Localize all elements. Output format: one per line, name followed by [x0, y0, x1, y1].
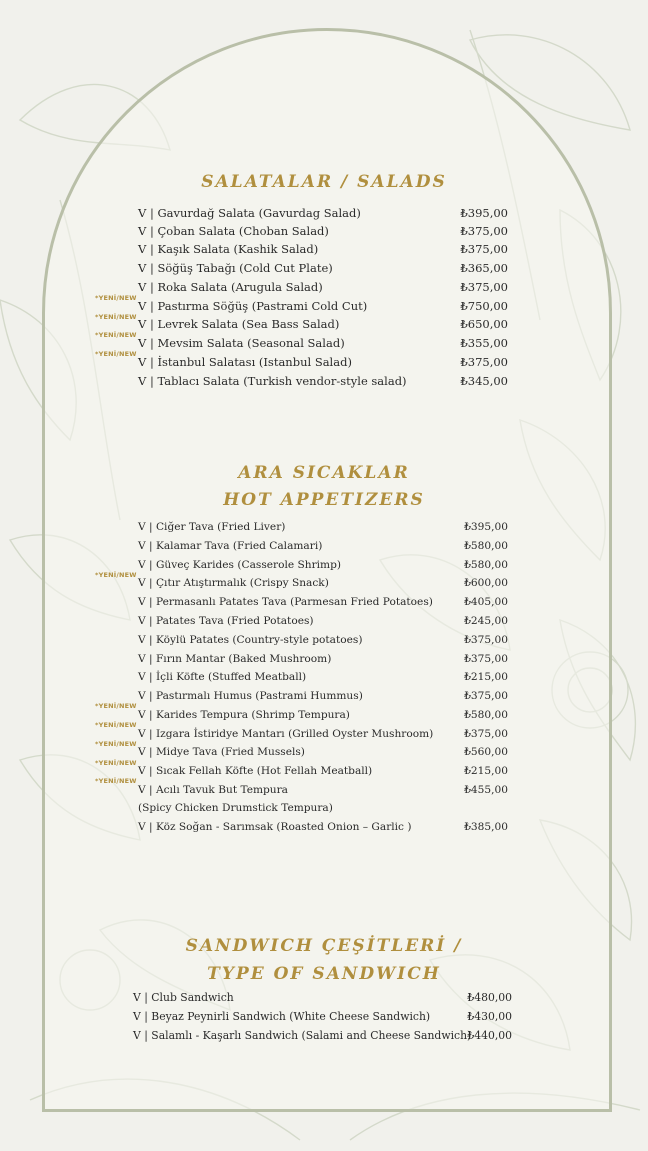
- menu-item: V | Pastırma Söğüş (Pastrami Cold Cut) ₺750,00: [138, 299, 508, 313]
- new-badge: *YENİ/NEW: [95, 759, 137, 767]
- menu-item: V | Club Sandwich ₺480,00: [133, 991, 512, 1004]
- salads-heading: SALATALAR / SALADS: [201, 172, 447, 192]
- menu-item: V | Karides Tempura (Shrimp Tempura) ₺580,00: [138, 709, 508, 721]
- new-badge: *YENİ/NEW: [95, 721, 137, 729]
- new-badge: *YENİ/NEW: [95, 571, 137, 579]
- menu-item: V | Acılı Tavuk But Tempura ₺455,00: [138, 784, 508, 796]
- new-badge: *YENİ/NEW: [95, 702, 137, 710]
- menu-item: V | Köylü Patates (Country-style potatoes) ₺375,00: [138, 634, 508, 646]
- menu-item: V | Patates Tava (Fried Potatoes) ₺245,00: [138, 615, 508, 627]
- menu-item: V | Ciğer Tava (Fried Liver) ₺395,00: [138, 521, 508, 533]
- menu-item: V | Tablacı Salata (Turkish vendor-style salad) ₺345,00: [138, 374, 508, 388]
- menu-item: V | Sıcak Fellah Köfte (Hot Fellah Meatball) ₺215,00: [138, 765, 508, 777]
- new-badge: *YENİ/NEW: [95, 350, 137, 358]
- new-badge: *YENİ/NEW: [95, 313, 137, 321]
- menu-item: V | Gavurdağ Salata (Gavurdag Salad) ₺395,00: [138, 206, 508, 220]
- menu-item: V | Izgara İstiridye Mantarı (Grilled Oyster Mushroom) ₺375,00: [138, 728, 508, 740]
- menu-item: V | Çoban Salata (Choban Salad) ₺375,00: [138, 224, 508, 238]
- menu-item: V | Mevsim Salata (Seasonal Salad) ₺355,00: [138, 336, 508, 350]
- menu-item: V | Salamlı - Kaşarlı Sandwich (Salami and Cheese Sandwich) ₺440,00: [133, 1029, 512, 1042]
- new-badge: *YENİ/NEW: [95, 740, 137, 748]
- new-badge: *YENİ/NEW: [95, 777, 137, 785]
- menu-item: V | Köz Soğan - Sarımsak (Roasted Onion – Garlic ) ₺385,00: [138, 821, 508, 833]
- menu-item: V | Permasanlı Patates Tava (Parmesan Fried Potatoes) ₺405,00: [138, 596, 508, 608]
- menu-item: V | İstanbul Salatası (Istanbul Salad) ₺375,00: [138, 355, 508, 369]
- menu-item: V | Fırın Mantar (Baked Mushroom) ₺375,00: [138, 653, 508, 665]
- menu-item: V | Kalamar Tava (Fried Calamari) ₺580,00: [138, 540, 508, 552]
- sandwich-heading: SANDWICH ÇEŞİTLERİ / TYPE OF SANDWICH: [185, 936, 463, 984]
- menu-item: V | Pastırmalı Humus (Pastrami Hummus) ₺375,00: [138, 690, 508, 702]
- menu-item-continuation: (Spicy Chicken Drumstick Tempura): [138, 802, 333, 814]
- menu-item: V | Kaşık Salata (Kashik Salad) ₺375,00: [138, 242, 508, 256]
- menu-item: V | Çıtır Atıştırmalık (Crispy Snack) ₺600,00: [138, 577, 508, 589]
- menu-item: V | Roka Salata (Arugula Salad) ₺375,00: [138, 280, 508, 294]
- new-badge: *YENİ/NEW: [95, 294, 137, 302]
- new-badge: *YENİ/NEW: [95, 331, 137, 339]
- menu-item: V | Midye Tava (Fried Mussels) ₺560,00: [138, 746, 508, 758]
- menu-item: V | Beyaz Peynirli Sandwich (White Cheese Sandwich) ₺430,00: [133, 1010, 512, 1023]
- menu-item: V | Güveç Karides (Casserole Shrimp) ₺580,00: [138, 559, 508, 571]
- menu-item: V | Levrek Salata (Sea Bass Salad) ₺650,00: [138, 317, 508, 331]
- menu-item: V | İçli Köfte (Stuffed Meatball) ₺215,00: [138, 671, 508, 683]
- menu-item: V | Söğüş Tabağı (Cold Cut Plate) ₺365,00: [138, 261, 508, 275]
- hot-appetizers-heading: ARA SICAKLAR HOT APPETIZERS: [223, 463, 425, 510]
